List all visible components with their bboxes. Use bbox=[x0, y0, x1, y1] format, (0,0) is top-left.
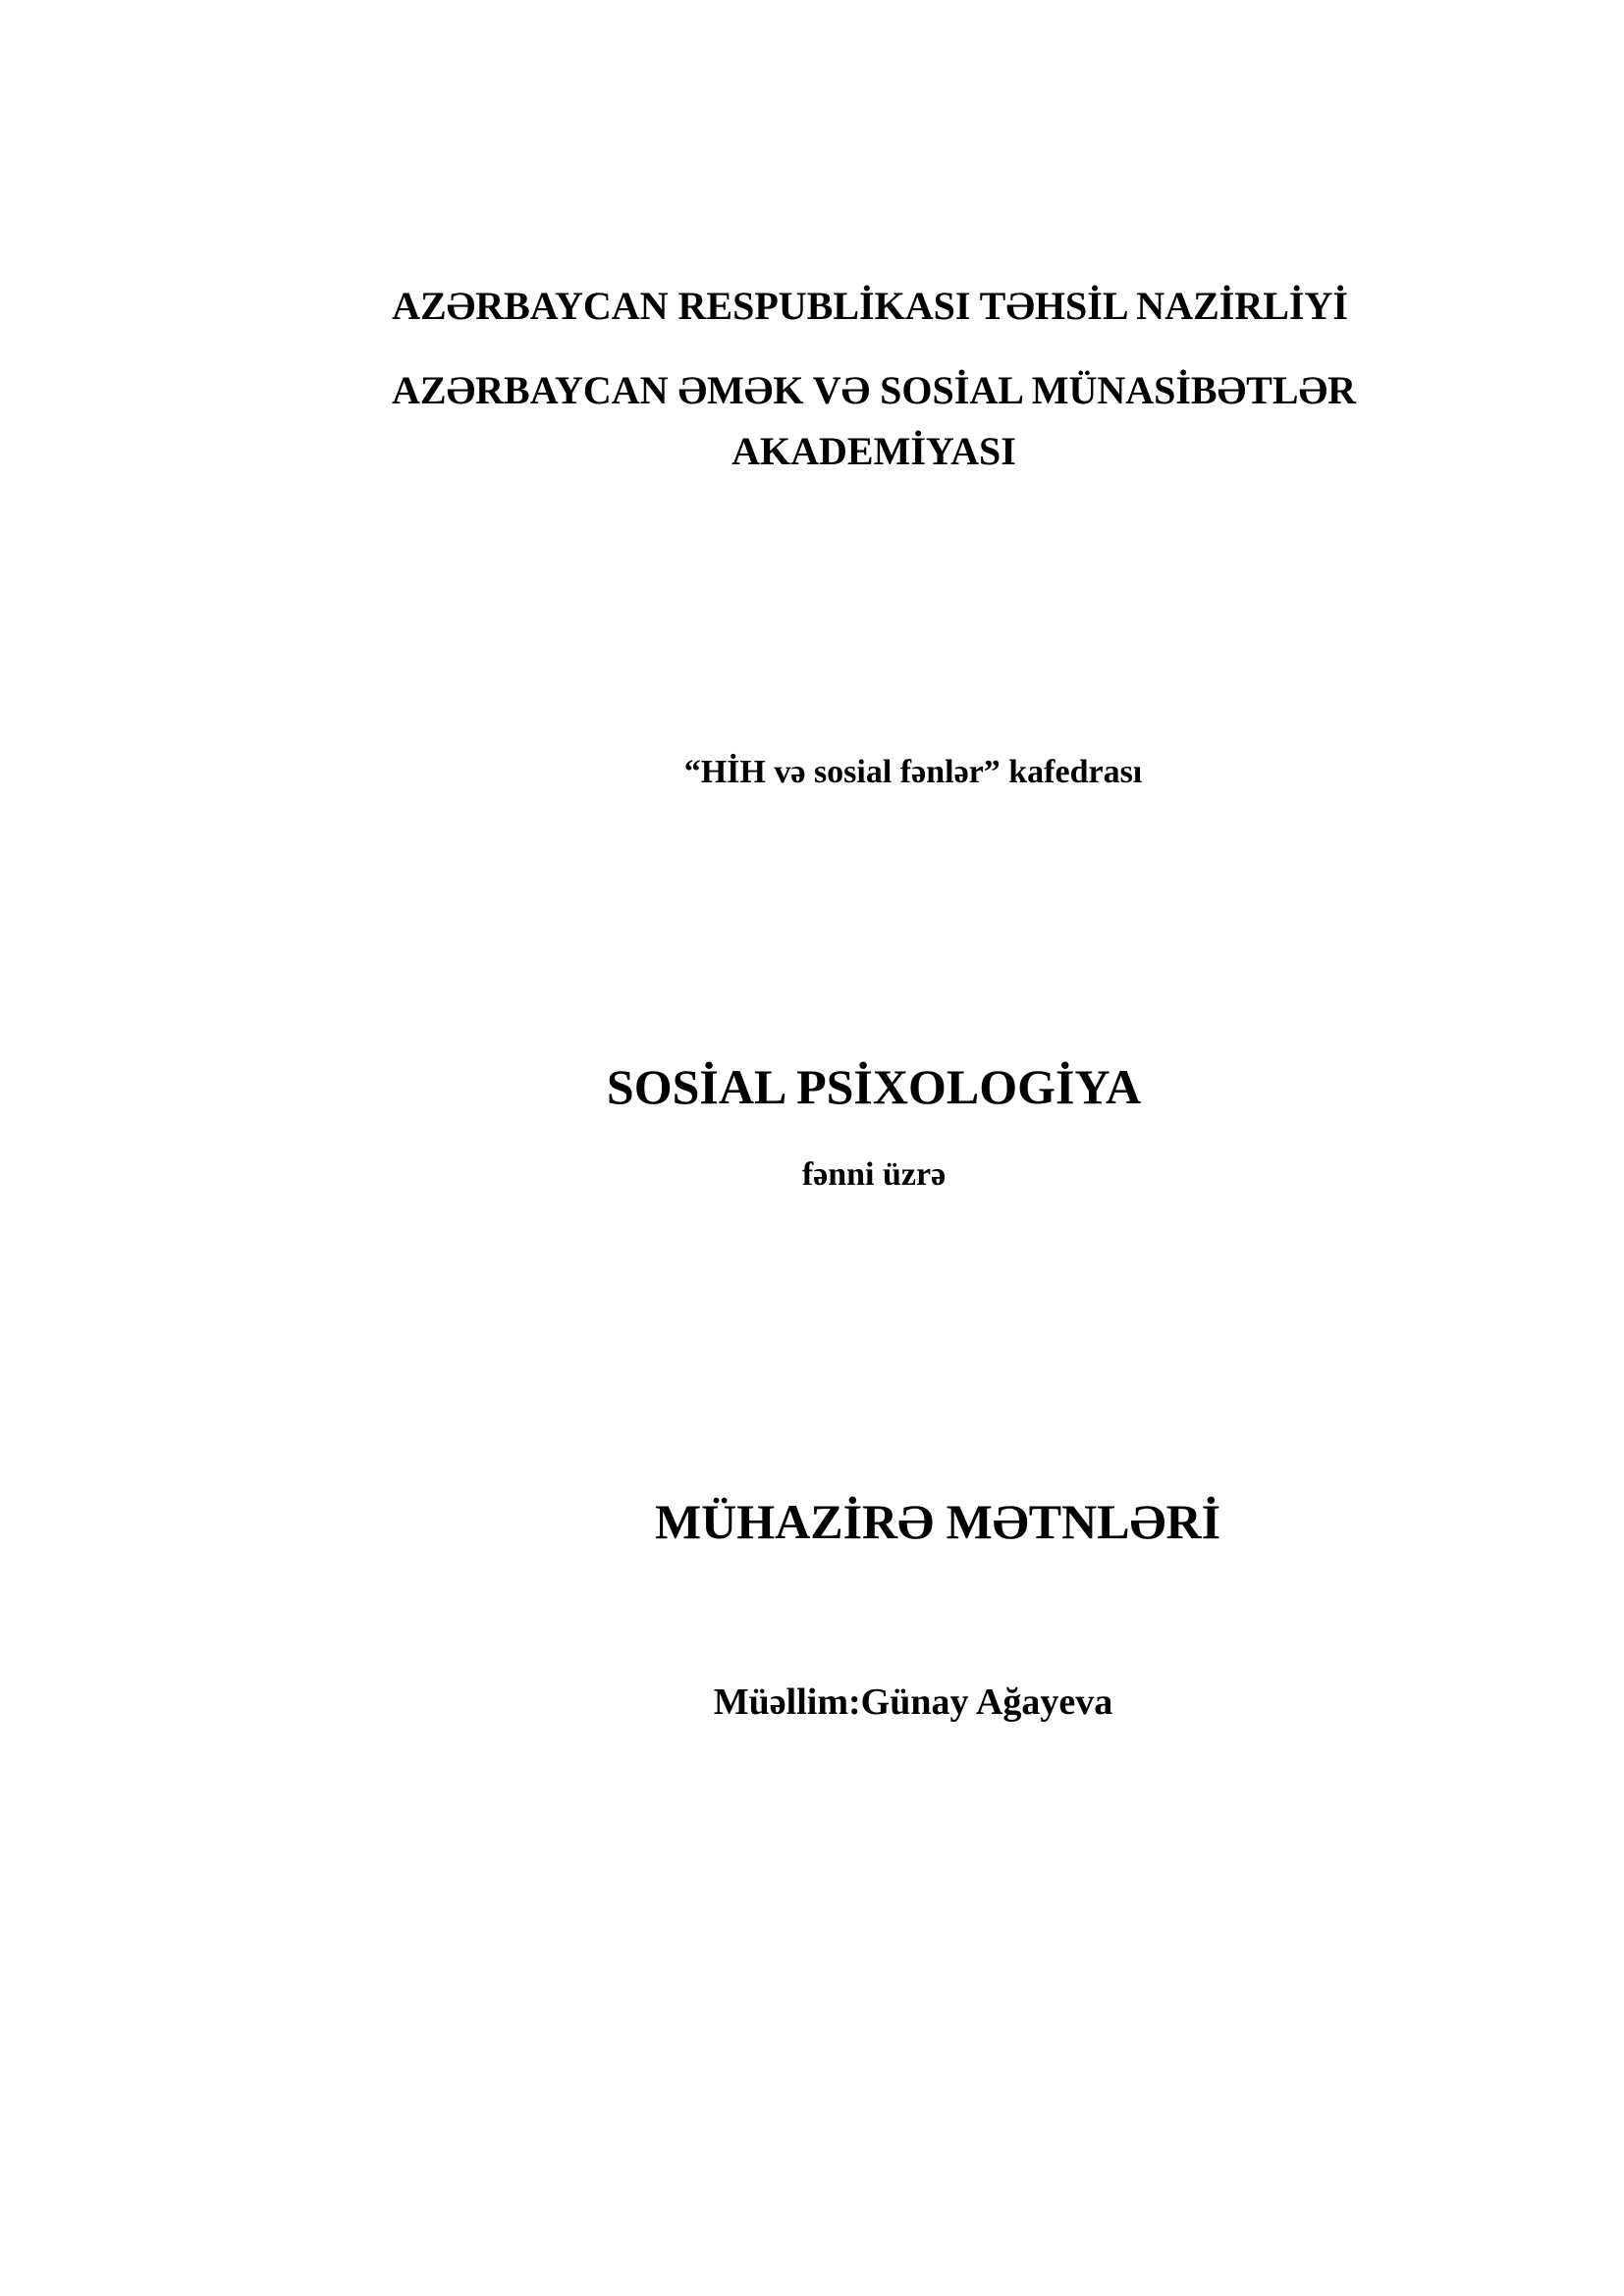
academy-heading-line2: AKADEMİYASI bbox=[731, 429, 1016, 473]
academy-heading-line1: AZƏRBAYCAN ƏMƏK VƏ SOSİAL MÜNASİBƏTLƏR bbox=[392, 368, 1356, 412]
document-title: MÜHAZİRƏ MƏTNLƏRİ bbox=[654, 1494, 1221, 1549]
subject-title: SOSİAL PSİXOLOGİYA bbox=[606, 1059, 1142, 1114]
teacher-name: Müəllim:Günay Ağayeva bbox=[713, 1682, 1113, 1723]
ministry-heading: AZƏRBAYCAN RESPUBLİKASI TƏHSİL NAZİRLİYİ bbox=[392, 284, 1348, 328]
subject-subtitle: fənni üzrə bbox=[801, 1156, 947, 1193]
department-name: “HİH və sosial fənlər” kafedrası bbox=[683, 754, 1143, 790]
